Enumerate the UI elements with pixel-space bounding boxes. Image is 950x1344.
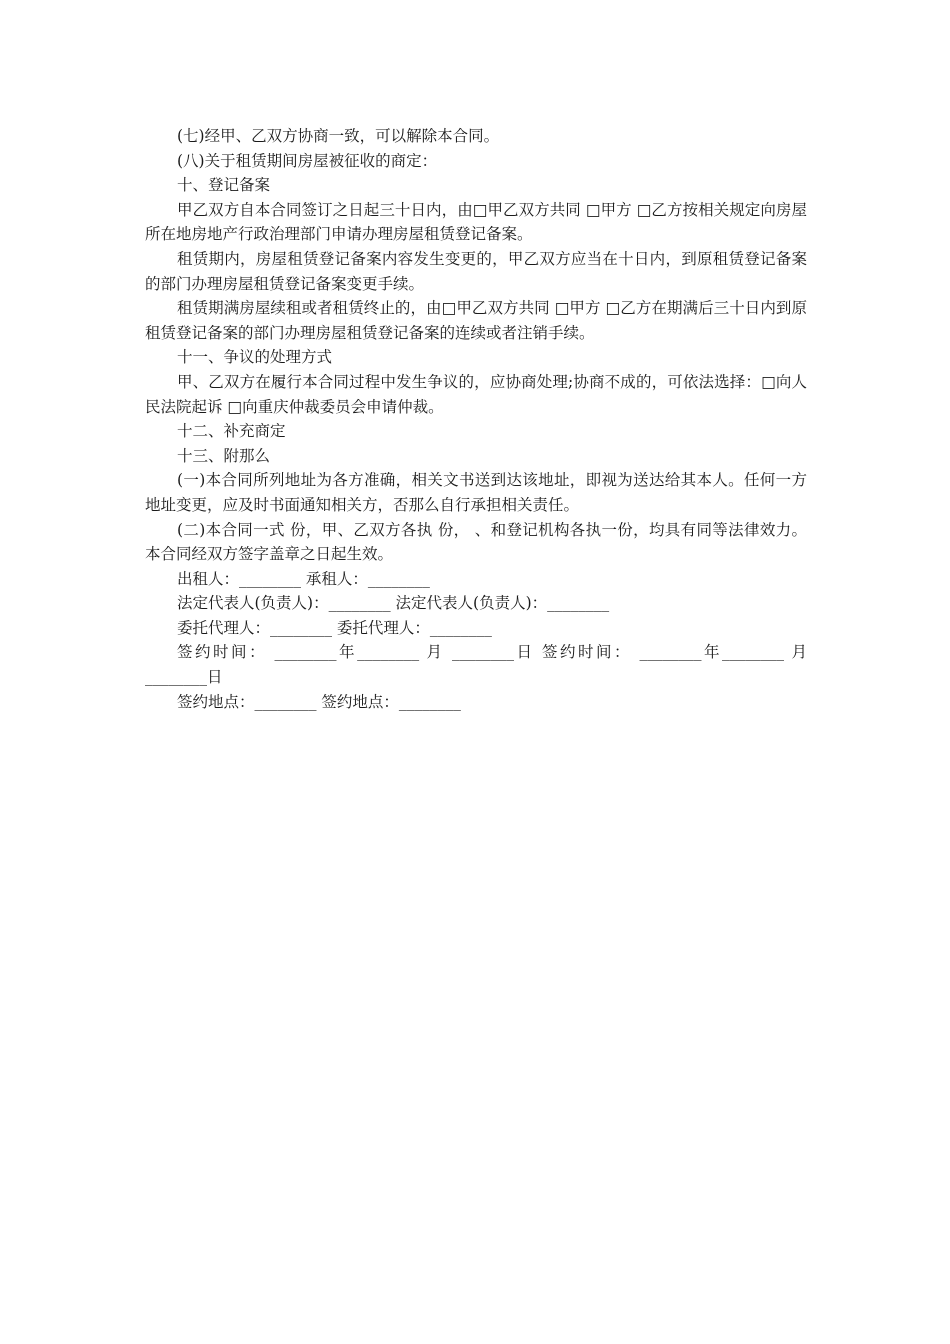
registration-paragraph-1: 甲乙双方自本合同签订之日起三十日内，由□甲乙双方共同 □甲方 □乙方按相关规定向房屋所在地房地产行政治理部门申请办理房屋租赁登记备案。 [145,200,807,244]
registration-paragraph-2: 租赁期内，房屋租赁登记备案内容发生变更的，甲乙双方应当在十日内，到原租赁登记备案的部门办理房屋租赁登记备案变更手续。 [145,249,807,293]
signature-legal-representative: 法定代表人(负责人)：________ 法定代表人(负责人)：________ [177,594,610,613]
signature-place: 签约地点：________ 签约地点：________ [177,692,461,711]
signature-lessor-lessee: 出租人：________ 承租人：________ [177,569,430,588]
dispute-paragraph: 甲、乙双方在履行本合同过程中发生争议的，应协商处理;协商不成的，可依法选择：□向人民法院起诉 □向重庆仲裁委员会申请仲裁。 [145,372,807,416]
section-heading-appendix: 十三、附那么 [177,446,271,465]
section-heading-registration: 十、登记备案 [177,176,271,195]
contract-body [145,124,807,714]
section-heading-supplement: 十二、补充商定 [177,422,286,441]
signature-date: 签约时间： ________年________ 月 ________日 签约时间： ________年________ 月 ________日 [145,643,807,687]
clause-seven: (七)经甲、乙双方协商一致，可以解除本合同。 [177,127,500,145]
section-heading-dispute: 十一、争议的处理方式 [177,348,333,367]
appendix-clause-two: (二)本合同一式 份，甲、乙双方各执 份， 、和登记机构各执一份，均具有同等法律效力。本合同经双方签字盖章之日起生效。 [145,520,807,564]
registration-paragraph-3: 租赁期满房屋续租或者租赁终止的，由□甲乙双方共同 □甲方 □乙方在期满后三十日内到原租赁登记备案的部门办理房屋租赁登记备案的连续或者注销手续。 [145,299,807,342]
appendix-clause-one: (一)本合同所列地址为各方准确，相关文书送到达该地址，即视为送达给其本人。任何一方地址变更，应及时书面通知相关方，否那么自行承担相关责任。 [145,471,807,514]
clause-eight: (八)关于租赁期间房屋被征收的商定： [177,151,438,170]
signature-agent: 委托代理人：________ 委托代理人：________ [177,618,492,637]
